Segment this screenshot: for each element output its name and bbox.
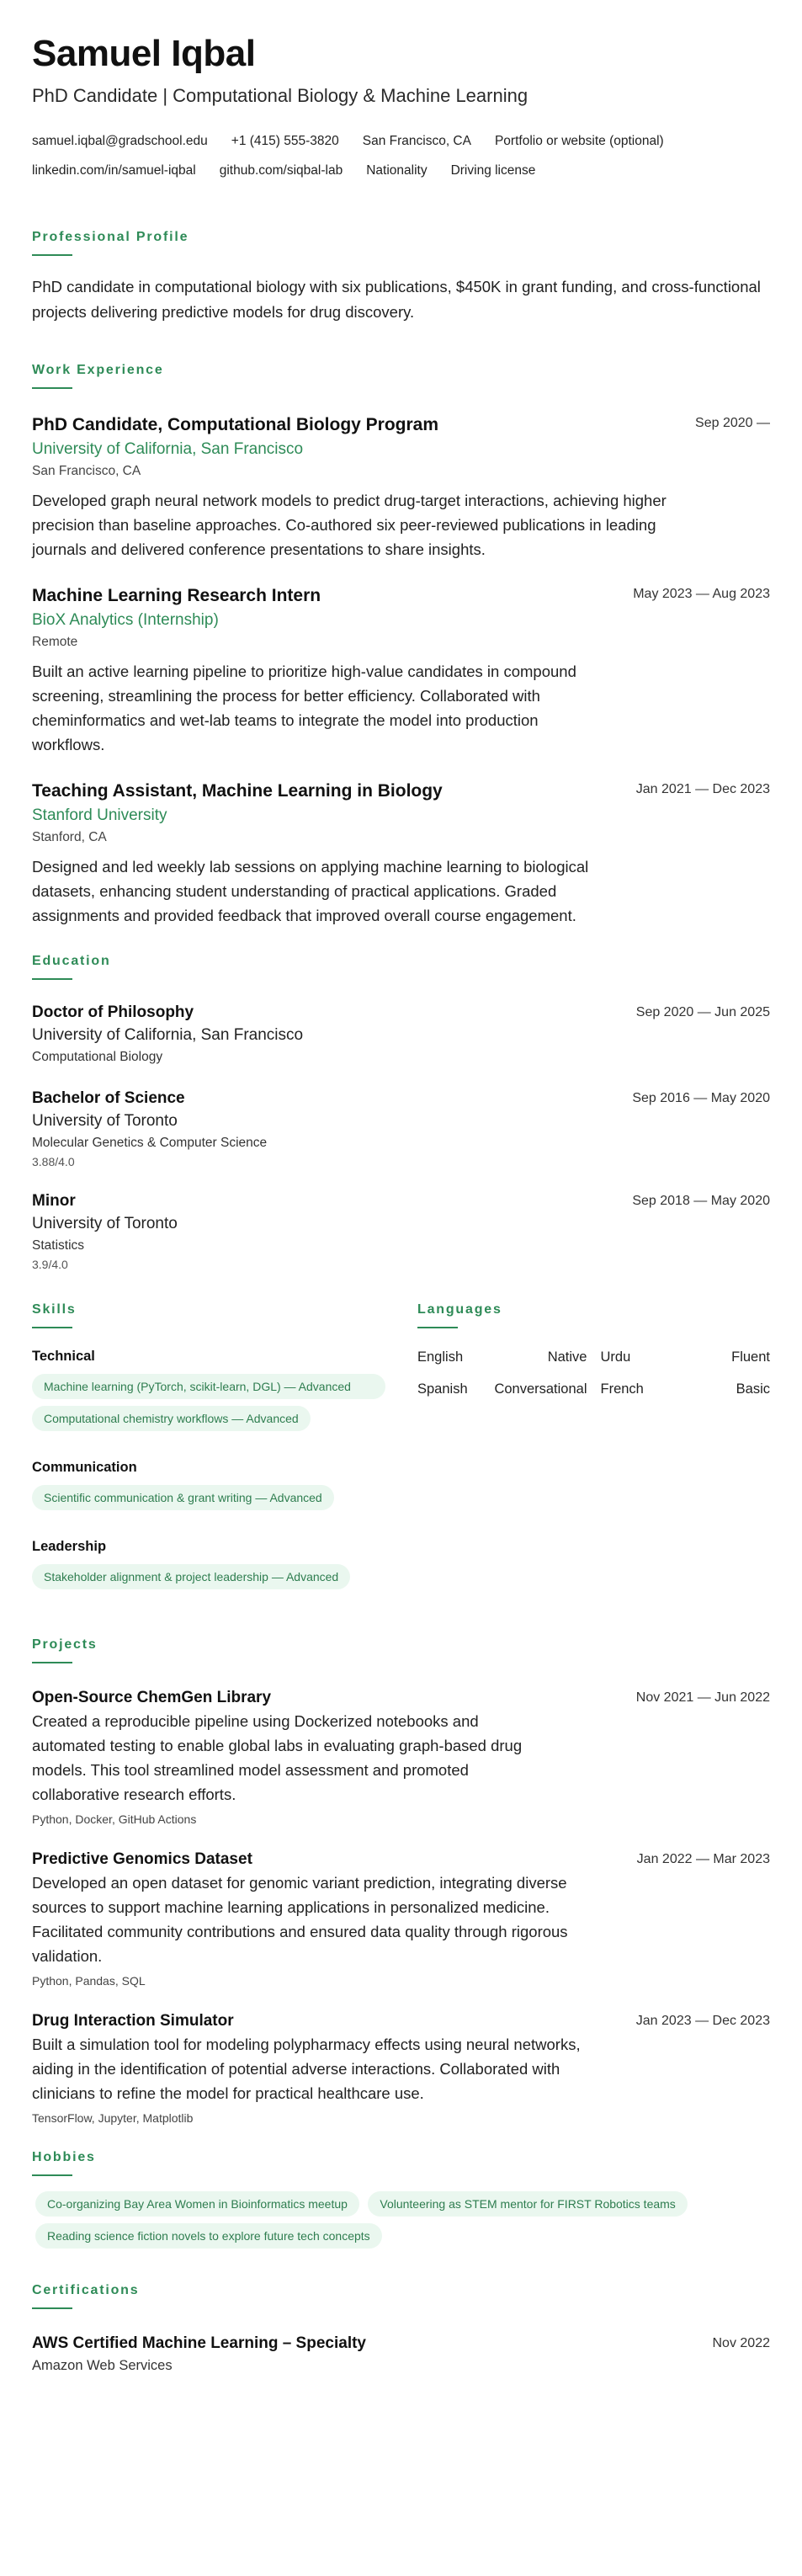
project-description: Developed an open dataset for genomic variant prediction, integrating diverse sources to support machine learning applications in personalized medicine. Facilitated community contributions and ensured data quality through rigorous validation. <box>32 1874 568 1965</box>
field-of-study: Computational Biology <box>32 1050 163 1064</box>
project-tech: TensorFlow, Jupyter, Matplotlib <box>32 2111 194 2125</box>
job-location: Stanford, CA <box>32 830 107 844</box>
skills-section <box>32 1301 385 1616</box>
section-divider <box>417 1327 458 1328</box>
section-title: Professional Profile <box>32 230 189 244</box>
degree: Doctor of Philosophy <box>32 1003 194 1021</box>
project-title: Drug Interaction Simulator <box>32 2012 234 2030</box>
resume-header <box>32 32 770 185</box>
job-title: Machine Learning Research Intern <box>32 586 321 605</box>
certification-entry <box>32 2333 770 2376</box>
certification-date: Nov 2022 <box>712 2336 770 2350</box>
languages-section <box>417 1301 770 1616</box>
contact-email[interactable]: samuel.iqbal@gradschool.edu <box>32 134 208 148</box>
skill-tag: Stakeholder alignment & project leadership — Advanced <box>32 1564 350 1589</box>
contact-linkedin[interactable]: linkedin.com/in/samuel-iqbal <box>32 163 196 178</box>
section-title: Projects <box>32 1637 98 1652</box>
language-grid <box>417 1347 770 1399</box>
skill-category: Technical <box>32 1349 95 1364</box>
job-location: San Francisco, CA <box>32 464 141 478</box>
language-level: Basic <box>736 1381 770 1397</box>
section-divider <box>32 978 72 980</box>
contact-portfolio[interactable]: Portfolio or website (optional) <box>494 134 664 148</box>
language-item <box>601 1347 771 1367</box>
hobby-tag: Volunteering as STEM mentor for FIRST Robotics teams <box>368 2191 687 2217</box>
language-item <box>417 1347 587 1367</box>
section-divider <box>32 2174 72 2176</box>
skills-languages-row <box>32 1301 770 1616</box>
hobby-tag: Co-organizing Bay Area Women in Bioinformatics meetup <box>35 2191 359 2217</box>
job-title: PhD Candidate, Computational Biology Program <box>32 415 439 434</box>
job-location: Remote <box>32 635 78 649</box>
skill-tag: Scientific communication & grant writing — Advanced <box>32 1485 334 1510</box>
section-title: Languages <box>417 1302 502 1317</box>
education-entry <box>32 1002 770 1067</box>
profile-section <box>32 229 770 325</box>
skill-category: Leadership <box>32 1539 107 1554</box>
profile-summary: PhD candidate in computational biology with six publications, $450K in grant funding, and cross-functional projects delivering predictive models for drug discovery. <box>32 278 761 321</box>
project-date: Jan 2022 — Mar 2023 <box>636 1852 770 1866</box>
school: University of Toronto <box>32 1215 178 1232</box>
contact-location: San Francisco, CA <box>362 134 471 148</box>
education-section <box>32 953 770 1273</box>
section-divider <box>32 254 72 256</box>
education-entry <box>32 1088 770 1170</box>
contact-nationality: Nationality <box>366 163 428 178</box>
language-item <box>601 1379 771 1399</box>
contact-list <box>32 126 770 185</box>
projects-section <box>32 1637 770 2127</box>
education-entry <box>32 1190 770 1273</box>
job-organization: BioX Analytics (Internship) <box>32 611 219 629</box>
project-description: Created a reproducible pipeline using Dockerized notebooks and automated testing to enable global labs in evaluating graph-based drug models. This tool streamlined model assessment and promoted collaborative research efforts. <box>32 1712 523 1803</box>
job-date: May 2023 — Aug 2023 <box>633 587 770 601</box>
field-of-study: Molecular Genetics & Computer Science <box>32 1136 268 1150</box>
gpa: 3.88/4.0 <box>32 1155 75 1168</box>
hobby-tag: Reading science fiction novels to explore future tech concepts <box>35 2223 382 2249</box>
project-entry <box>32 2010 770 2127</box>
skill-tag: Computational chemistry workflows — Advanced <box>32 1406 311 1431</box>
contact-driving-license: Driving license <box>450 163 536 178</box>
skill-group <box>32 1347 385 1438</box>
language-item <box>417 1379 587 1399</box>
section-title: Hobbies <box>32 2150 96 2164</box>
job-description: Designed and led weekly lab sessions on applying machine learning to biological datasets, enhancing student understanding of practical applications. Graded assignments and provided feedback that improved overall course engagement. <box>32 858 589 924</box>
field-of-study: Statistics <box>32 1238 85 1253</box>
school: University of Toronto <box>32 1112 178 1130</box>
section-divider <box>32 387 72 389</box>
degree: Minor <box>32 1192 76 1210</box>
project-tech: Python, Pandas, SQL <box>32 1974 146 1988</box>
skill-group <box>32 1458 385 1517</box>
certifications-section <box>32 2282 770 2376</box>
section-divider <box>32 2307 72 2309</box>
certification-title: AWS Certified Machine Learning – Specialty <box>32 2334 366 2352</box>
experience-entry <box>32 583 770 757</box>
skill-tag: Machine learning (PyTorch, scikit-learn, DGL) — Advanced <box>32 1374 385 1399</box>
skill-group <box>32 1537 385 1596</box>
experience-entry <box>32 779 770 928</box>
education-date: Sep 2016 — May 2020 <box>632 1091 770 1105</box>
school: University of California, San Francisco <box>32 1026 304 1044</box>
job-description: Developed graph neural network models to predict drug-target interactions, achieving higher precision than baseline approaches. Co-authored six peer-reviewed publications in leading journals and delivered conference presentations to share insights. <box>32 492 667 558</box>
education-date: Sep 2020 — Jun 2025 <box>635 1005 770 1019</box>
language-level: Native <box>547 1349 587 1365</box>
language-level: Fluent <box>731 1349 770 1365</box>
job-date: Jan 2021 — Dec 2023 <box>635 782 770 796</box>
gpa: 3.9/4.0 <box>32 1258 68 1271</box>
project-entry <box>32 1687 770 1828</box>
section-title: Skills <box>32 1302 77 1317</box>
experience-entry <box>32 412 770 562</box>
certification-issuer: Amazon Web Services <box>32 2358 173 2373</box>
hobbies-section <box>32 2149 770 2255</box>
education-date: Sep 2018 — May 2020 <box>632 1194 770 1208</box>
contact-github[interactable]: github.com/siqbal-lab <box>219 163 343 178</box>
job-organization: Stanford University <box>32 806 167 824</box>
hobby-list <box>35 2191 770 2255</box>
project-entry <box>32 1849 770 1990</box>
experience-section <box>32 362 770 928</box>
job-title: Teaching Assistant, Machine Learning in Biology <box>32 781 443 801</box>
section-title: Certifications <box>32 2283 140 2297</box>
section-title: Education <box>32 954 111 968</box>
project-title: Open-Source ChemGen Library <box>32 1689 272 1706</box>
project-date: Nov 2021 — Jun 2022 <box>635 1690 770 1705</box>
section-title: Work Experience <box>32 363 164 377</box>
job-organization: University of California, San Francisco <box>32 440 304 458</box>
job-description: Built an active learning pipeline to prioritize high-value candidates in compound screening, streamlining the process for better efficiency. Collaborated with cheminformatics and wet-lab teams to integrate the model into production workflows. <box>32 663 576 753</box>
job-date: Sep 2020 — <box>695 416 770 430</box>
project-title: Predictive Genomics Dataset <box>32 1850 252 1868</box>
skill-category: Communication <box>32 1460 137 1475</box>
language-name: Spanish <box>417 1381 468 1397</box>
language-level: Conversational <box>494 1381 587 1397</box>
degree: Bachelor of Science <box>32 1089 185 1107</box>
language-name: French <box>600 1381 644 1397</box>
section-divider <box>32 1327 72 1328</box>
project-tech: Python, Docker, GitHub Actions <box>32 1812 197 1826</box>
project-description: Built a simulation tool for modeling polypharmacy effects using neural networks, aiding in the identification of potential adverse interactions. Collaborated with clinicians to refine the model for practical healthcare use. <box>32 2036 581 2102</box>
contact-phone[interactable]: +1 (415) 555-3820 <box>231 134 339 148</box>
section-divider <box>32 1662 72 1663</box>
candidate-tagline: PhD Candidate | Computational Biology & Machine Learning <box>32 85 528 106</box>
language-name: English <box>417 1349 464 1365</box>
candidate-name: Samuel Iqbal <box>32 33 256 74</box>
project-date: Jan 2023 — Dec 2023 <box>635 2014 770 2028</box>
language-name: Urdu <box>600 1349 631 1365</box>
